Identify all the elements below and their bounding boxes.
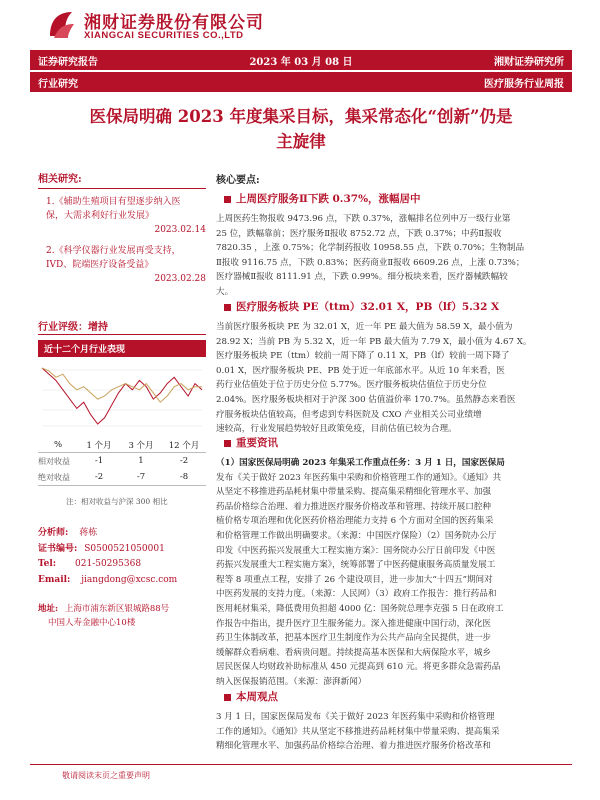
- band-institute: 湘财证券研究所: [493, 56, 564, 68]
- s2-line: 当前医疗服务板块 PE 为 32.01 X，近一年 PE 最大值为 58.59 X，最小值为: [216, 322, 513, 332]
- bullet-square-icon: [224, 304, 231, 311]
- industry-chart: [38, 360, 206, 430]
- header-band-1: [30, 50, 572, 70]
- perf-cell: -7: [136, 472, 146, 482]
- section-4: [216, 689, 578, 754]
- s2-line: 速较高，行业发展趋势较好且政策免疫，目前估值已较为合理。: [216, 424, 457, 435]
- cert-number: S0500521050001: [84, 543, 165, 554]
- section-2: [216, 299, 578, 437]
- s3-line: （1）国家医保局明确 2023 年集采工作重点任务：3 月 1 日，国家医保局: [216, 458, 505, 468]
- email-label: Email:: [38, 574, 71, 585]
- title-line-2: 主旋律: [276, 132, 326, 151]
- series-line-1: [42, 368, 202, 424]
- perf-row-label: 相对收益: [38, 456, 70, 466]
- perf-cell: -1: [94, 456, 104, 466]
- analyst-block: [38, 526, 213, 588]
- perf-table: [38, 438, 206, 486]
- s4-line: 精细化管理水平、加强药品价格综合治理、着力推进医疗服务价格改革和: [216, 741, 492, 752]
- addr-label: 地址:: [38, 604, 59, 614]
- bullet-square-icon: [224, 694, 231, 701]
- logo-emblem-icon: [44, 8, 78, 42]
- footer-divider: [30, 764, 572, 765]
- section-1-body: [216, 212, 578, 300]
- perf-row-label: 绝对收益: [38, 472, 70, 482]
- title-line-1: 医保局明确 2023 年度集采目标，集采常态化“创新”仍是: [89, 107, 513, 126]
- address-block: [38, 602, 213, 630]
- rating: 行业评级：增持: [38, 322, 108, 333]
- s4-line: 3 月 1 日，国家医保局发布《关于做好 2023 年医药集中采购和价格管理: [216, 712, 495, 722]
- s2-line: 药行业估值处于位于历史分位 5.77%。医疗服务板块估值位于历史分位: [216, 380, 487, 391]
- s3-line: 发布《关于做好 2023 年医药集中采购和价格管理工作的通知》。《通知》共: [216, 472, 502, 483]
- logo: [44, 6, 284, 46]
- related-item-1-text2: 保，大需求利好行业发展》: [46, 211, 155, 221]
- s2-line: 0.01 X，医疗服务板块 PE、PB 处于近一年底部水平。从近 10 年来看，医: [216, 365, 505, 376]
- perf-note: 注：相对收益与沪深 300 相比: [66, 497, 168, 506]
- section-3-title: [216, 435, 578, 450]
- related-item-1-date: 2023.02.14: [154, 225, 206, 235]
- logo-cn: 湘财证券股份有限公司: [84, 13, 264, 33]
- perf-row-absolute: [38, 469, 206, 486]
- s3-line: 印发《中医药振兴发展重大工程实施方案》：国务院办公厅日前印发《中医: [216, 545, 496, 556]
- s3-line: 药振兴发展重大工程实施方案》，统筹部署了中医药健康服务高质量发展工: [216, 560, 496, 571]
- perf-cell: -2: [94, 472, 104, 482]
- section-1-heading: 上周医疗服务Ⅱ下跌 0.37%，涨幅居中: [236, 193, 421, 205]
- section-3-body: [216, 456, 578, 690]
- related-item-2-date: 2023.02.28: [154, 274, 206, 284]
- s3-line: 中医药发展的支持力度。（来源：人民网）（3）政府工作报告：推行药品和: [216, 589, 497, 600]
- s2-line: 医疗服务板块 PE（ttm）较前一周下降了 0.11 X，PB（lf）较前一周下降了: [216, 351, 510, 362]
- section-3-heading: 重要资讯: [236, 437, 278, 449]
- perf-header-3: 12 个月: [168, 441, 200, 451]
- related-item-2[interactable]: [46, 244, 206, 286]
- band-report-type: 证券研究报告: [38, 56, 98, 68]
- s3-line: 作报告中指出，提升医疗卫生服务能力。深入推进健康中国行动，深化医: [216, 618, 492, 629]
- s3-line: 缓解群众看病难、看病贵问题。持续提高基本医保和大病保险水平，城乡: [216, 647, 492, 658]
- section-1: [216, 191, 578, 300]
- s3-line: 居民医保人均财政补助标准从 450 元提高到 610 元。将更多群众急需药品: [216, 662, 501, 673]
- s1-line: 上周医药生物报收 9473.96 点，下跌 0.37%，涨幅排名位列申万一级行业第: [216, 214, 511, 224]
- bullet-square-icon: [224, 196, 231, 203]
- s3-line: 医用耗材集采，降低费用负担超 4000 亿：国务院总理李克强 5 日在政府工: [216, 603, 504, 614]
- section-1-title: [216, 191, 578, 206]
- s2-line: 28.92 X；当前 PB 为 5.32 X，近一年 PB 最大值为 7.79 X，最小值为 4.67 X。: [216, 336, 532, 347]
- section-4-heading: 本周观点: [236, 691, 278, 703]
- perf-table-header: [38, 438, 206, 453]
- main-content: [216, 171, 578, 752]
- band-date: 2023 年 03 月 08 日: [249, 56, 353, 68]
- s1-line: 7820.35 ，上涨 0.75%；化学制药报收 10958.55 点，下跌 0.70%；生物制品: [216, 243, 525, 254]
- header-band-2: [30, 72, 572, 92]
- related-item-1-text1: 1.《辅助生殖项目有望逐步纳入医: [46, 197, 181, 207]
- s3-line: 药品价格综合治理、着力推进医疗服务价格改革和管理、持续开展口腔种: [216, 501, 492, 512]
- perf-cell: 1: [138, 456, 144, 466]
- footer-disclaimer[interactable]: 敬请阅读末页之重要声明: [62, 771, 150, 780]
- analyst-label: 分析师:: [38, 528, 69, 538]
- s1-line: 医疗器械Ⅱ报收 8111.91 点，下跌 0.99%。细分板块来看，医疗器械跌幅较: [216, 272, 508, 283]
- logo-en: XIANGCAI SECURITIES CO.,LTD: [84, 30, 244, 41]
- related-item-2-text1: 2.《科学仪器行业发展再受支持，: [46, 246, 181, 256]
- s2-line: 2.04%。医疗服务板块相对于沪深 300 估值溢价率 170.7%。虽然静态来看医: [216, 394, 516, 405]
- band-report-name: 医疗服务行业周报: [484, 78, 564, 90]
- core-title: 核心要点:: [216, 175, 260, 186]
- section-4-body: [216, 710, 578, 754]
- email-link[interactable]: jiangdong@xcsc.com: [81, 574, 178, 585]
- perf-header-2: 3 个月: [128, 441, 154, 451]
- tel-number: 021-50295368: [75, 559, 142, 569]
- chart-title: 近十二个月行业表现: [44, 345, 126, 355]
- sidebar: [38, 170, 208, 628]
- s4-line: 工作的通知》。《通知》共从坚定不移推进药品耗材集中带量采购、提高集采: [216, 726, 500, 737]
- related-item-2-text2: IVD、院端医疗设备受益》: [46, 260, 154, 270]
- related-title: 相关研究:: [38, 174, 82, 185]
- bullet-square-icon: [224, 440, 231, 447]
- s1-line: Ⅱ报收 9116.75 点，下跌 0.83%；医药商业Ⅱ报收 6609.26 点，上涨 0.73%；: [216, 257, 525, 268]
- perf-cell: -2: [179, 456, 189, 466]
- related-divider: [38, 188, 206, 189]
- perf-header-0: %: [53, 440, 63, 450]
- band-category: 行业研究: [38, 78, 78, 90]
- addr-line-1: 上海市浦东新区银城路88号: [64, 604, 170, 614]
- cert-label: 证书编号:: [38, 543, 78, 554]
- section-4-title: [216, 689, 578, 704]
- s1-line: 大。: [216, 286, 234, 297]
- page-title: [30, 104, 572, 154]
- s3-line: 程等 8 项重点工程，安排了 26 个建设项目，进一步加大“十四五”期间对: [216, 574, 493, 585]
- s1-line: 25 位，跌幅靠前；医疗服务Ⅱ报收 8752.72 点，下跌 0.37%；中药Ⅱ报收: [216, 228, 502, 239]
- rating-divider: [38, 334, 206, 335]
- addr-line-2: 中国人寿金融中心10楼: [48, 618, 136, 628]
- perf-row-relative: [38, 453, 206, 469]
- s3-line: 纳入医保报销范围。（来源：澎湃新闻）: [216, 676, 367, 687]
- section-3: [216, 435, 578, 690]
- section-2-body: [216, 320, 578, 437]
- perf-cell: -8: [179, 472, 189, 482]
- s3-line: 从坚定不移推进药品耗材集中带量采购、提高集采精细化管理水平、加强: [216, 487, 492, 498]
- series-line-2: [42, 368, 202, 402]
- section-2-title: [216, 299, 578, 314]
- s3-line: 和价格管理工作做出明确要求。（来源：中国医疗保险）（2）国务院办公厅: [216, 530, 497, 541]
- analyst-name: 蒋栋: [79, 528, 98, 538]
- perf-header-1: 1 个月: [86, 441, 112, 451]
- s3-line: 植价格专项治理和优化医药价格治理能力支持 6 个方面对全国的医药集采: [216, 516, 494, 527]
- s3-line: 药卫生体制改革，把基本医疗卫生制度作为公共产品向全民提供，进一步: [216, 633, 492, 644]
- related-item-1[interactable]: [46, 195, 206, 237]
- tel-label: Tel:: [38, 559, 57, 569]
- section-2-heading: 医疗服务板块 PE（ttm）32.01 X，PB（lf）5.32 X: [236, 301, 500, 313]
- s2-line: 疗服务板块估值较高，但考虑到专科医院及 CXO 产业相关公司业绩增: [216, 409, 482, 420]
